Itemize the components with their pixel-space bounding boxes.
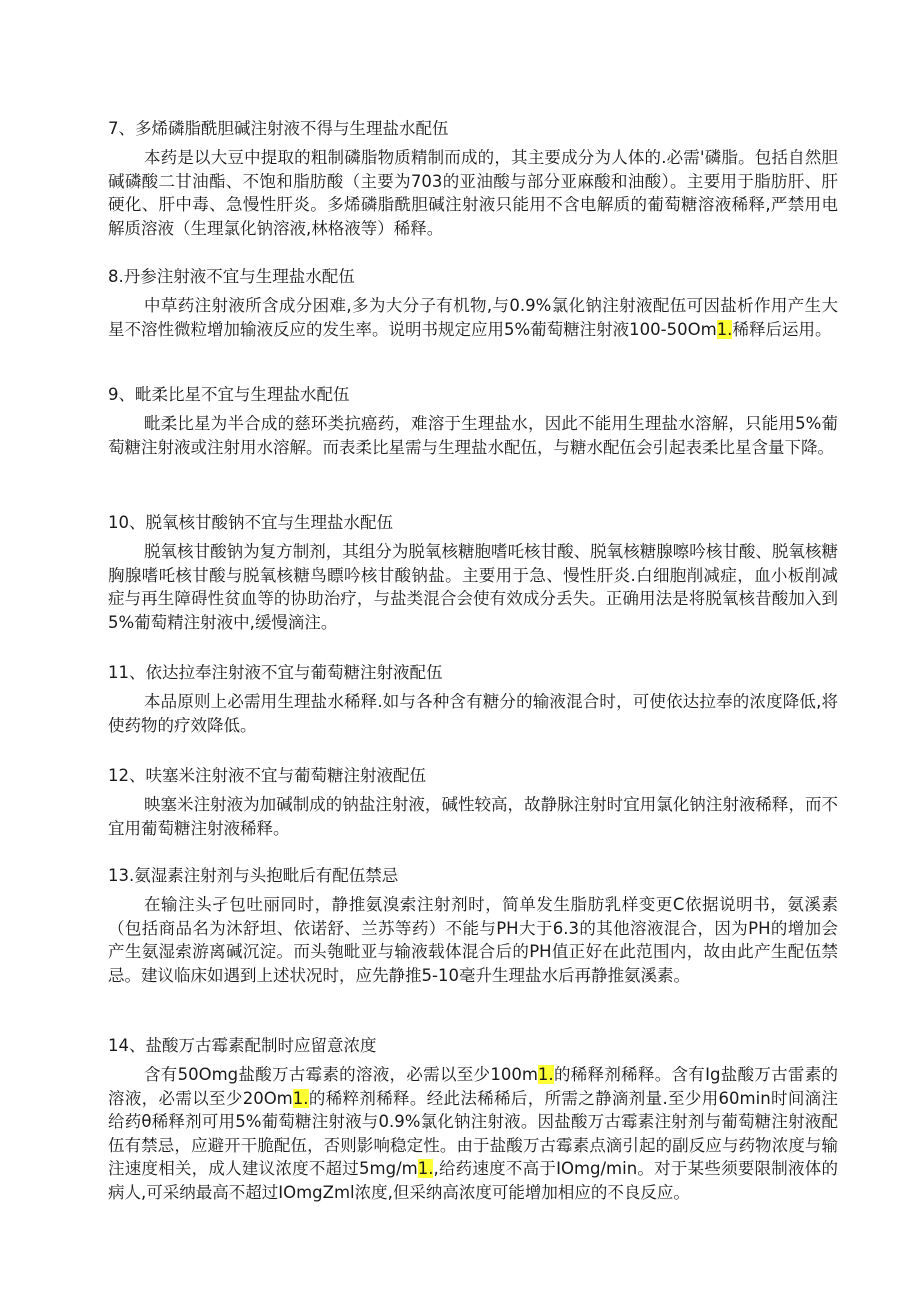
section-11 bbox=[108, 662, 838, 737]
body-text: 在输注头孑包吐丽同时，静推氨溴索注射剂时，简单发生脂肪乳样变更C依据说明书，氨溪素（包括商品名为沐舒坦、依诺舒、兰苏等药）不能与PH大于6.3的其他溶液混合，因为PH的增加会产生氨湿索游离碱沉淀。而头匏毗亚与输液载体混合后的PH值正好在此范围内，故由此产生配伍禁忌。建议临床如遇到上述状况时，应先静推5-10毫升生理盐水后再静推氨溪素。 bbox=[108, 895, 838, 985]
section-body bbox=[108, 540, 838, 634]
body-text: ,给药速度不高于IOmg/min。对于某些须要限制液体的病人,可采纳最高不超过IOmgZml浓度,但采纳高浓度可能增加相应的不良反应。 bbox=[108, 1159, 838, 1202]
section-heading: 9、毗柔比星不宜与生理盐水配伍 bbox=[108, 385, 350, 404]
section-heading: 8.丹参注射液不宜与生理盐水配伍 bbox=[108, 267, 355, 286]
body-text: 脱氧核甘酸钠为复方制剂，其组分为脱氧核糖胞嗜吒核甘酸、脱氧核糖腺嚓吟核甘酸、脱氧核糖胸腺嗜吒核甘酸与脱氧核糖鸟瞟吟核甘酸钠盐。主要用于急、慢性肝炎.白细胞削减症，血小板削减症与再生障碍性贫血等的协助治疗，与盐类混合会使有效成分丢失。正确用法是将脱氧核昔酸加入到5%葡萄精注射液中,缓慢滴注。 bbox=[108, 542, 838, 632]
section-body bbox=[108, 893, 838, 987]
body-text: 的稀粹剂稀释。经此法稀稀后，所需之静滴剂量.至少用60min时间滴注给药θ稀释剂可用5%葡萄糖注射液与0.9%氯化钠注射液。因盐酸万古霉素注射剂与葡萄糖注射液配伍有禁忌，应避开干脆配伍，否则影响稳定性。由于盐酸万古霉素点滴引起的副反应与药物浓度与输注速度相关，成人建议浓度不超过5mg/m bbox=[108, 1088, 838, 1178]
body-text: 本品原则上必需用生理盐水稀释.如与各种含有糖分的输液混合时，可使依达拉奉的浓度降低,将使药物的疗效降低。 bbox=[108, 692, 838, 735]
section-body bbox=[108, 146, 838, 240]
highlighted-text: 1. bbox=[417, 1159, 434, 1178]
section-10 bbox=[108, 512, 838, 634]
section-12 bbox=[108, 765, 838, 840]
section-8 bbox=[108, 266, 838, 341]
section-9 bbox=[108, 384, 838, 459]
body-text: 本药是以大豆中提取的粗制磷脂物质精制而成的，其主要成分为人体的.必需'磷脂。包括自然胆碱磷酸二甘油酯、不饱和脂肪酸（主要为703的亚油酸与部分亚麻酸和油酸）。主要用于脂肪肝、肝硬化、肝中毒、急慢性肝炎。多烯磷脂酰胆碱注射液只能用不含电解质的葡萄糖溶液稀释,严禁用电解质溶液（生理氯化钠溶液,林格液等）稀释。 bbox=[108, 148, 838, 238]
section-heading: 11、依达拉奉注射液不宜与葡萄糖注射液配伍 bbox=[108, 663, 443, 682]
body-text: 的稀释剂稀释。含有Ig盐酸万古雷素的溶液，必需以至少20Om bbox=[108, 1065, 838, 1108]
highlighted-text: 1. bbox=[716, 319, 733, 339]
section-body bbox=[108, 412, 838, 459]
section-heading: 13.氨湿素注射剂与头抱毗后有配伍禁忌 bbox=[108, 866, 399, 885]
highlighted-text: 1. bbox=[537, 1065, 554, 1084]
section-13 bbox=[108, 865, 838, 987]
section-heading: 7、多烯磷脂酰胆碱注射液不得与生理盐水配伍 bbox=[108, 119, 449, 138]
section-body bbox=[108, 1063, 838, 1204]
section-14 bbox=[108, 1035, 838, 1204]
body-text: 含有50Omg盐酸万古霉素的溶液，必需以至少100m bbox=[144, 1065, 538, 1084]
section-heading: 14、盐酸万古霉素配制时应留意浓度 bbox=[108, 1036, 377, 1055]
body-text: 毗柔比星为半合成的慈环类抗癌药，难溶于生理盐水，因此不能用生理盐水溶解，只能用5%葡萄糖注射液或注射用水溶解。而表柔比星需与生理盐水配伍，与糖水配伍会引起表柔比星含量下降。 bbox=[108, 414, 838, 457]
body-text: 稀释后运用。 bbox=[732, 319, 832, 339]
section-7 bbox=[108, 118, 838, 240]
body-text: 映塞米注射液为加碱制成的钠盐注射液，碱性较高，故静脉注射时宜用氯化钠注射液稀释，而不宜用葡萄糖注射液稀释。 bbox=[108, 795, 838, 838]
section-heading: 10、脱氧核甘酸钠不宜与生理盐水配伍 bbox=[108, 513, 393, 532]
highlighted-text: 1. bbox=[292, 1088, 309, 1108]
section-heading: 12、呋塞米注射液不宜与葡萄糖注射液配伍 bbox=[108, 766, 426, 785]
body-text: 中草药注射液所含成分困难,多为大分子有机物,与0.9%氯化钠注射液配伍可因盐析作用产生大星不溶性微粒增加输液反应的发生率。说明书规定应用5%葡萄糖注射液100-50Om bbox=[108, 296, 838, 339]
section-body bbox=[108, 294, 838, 341]
section-body bbox=[108, 793, 838, 840]
section-body bbox=[108, 690, 838, 737]
